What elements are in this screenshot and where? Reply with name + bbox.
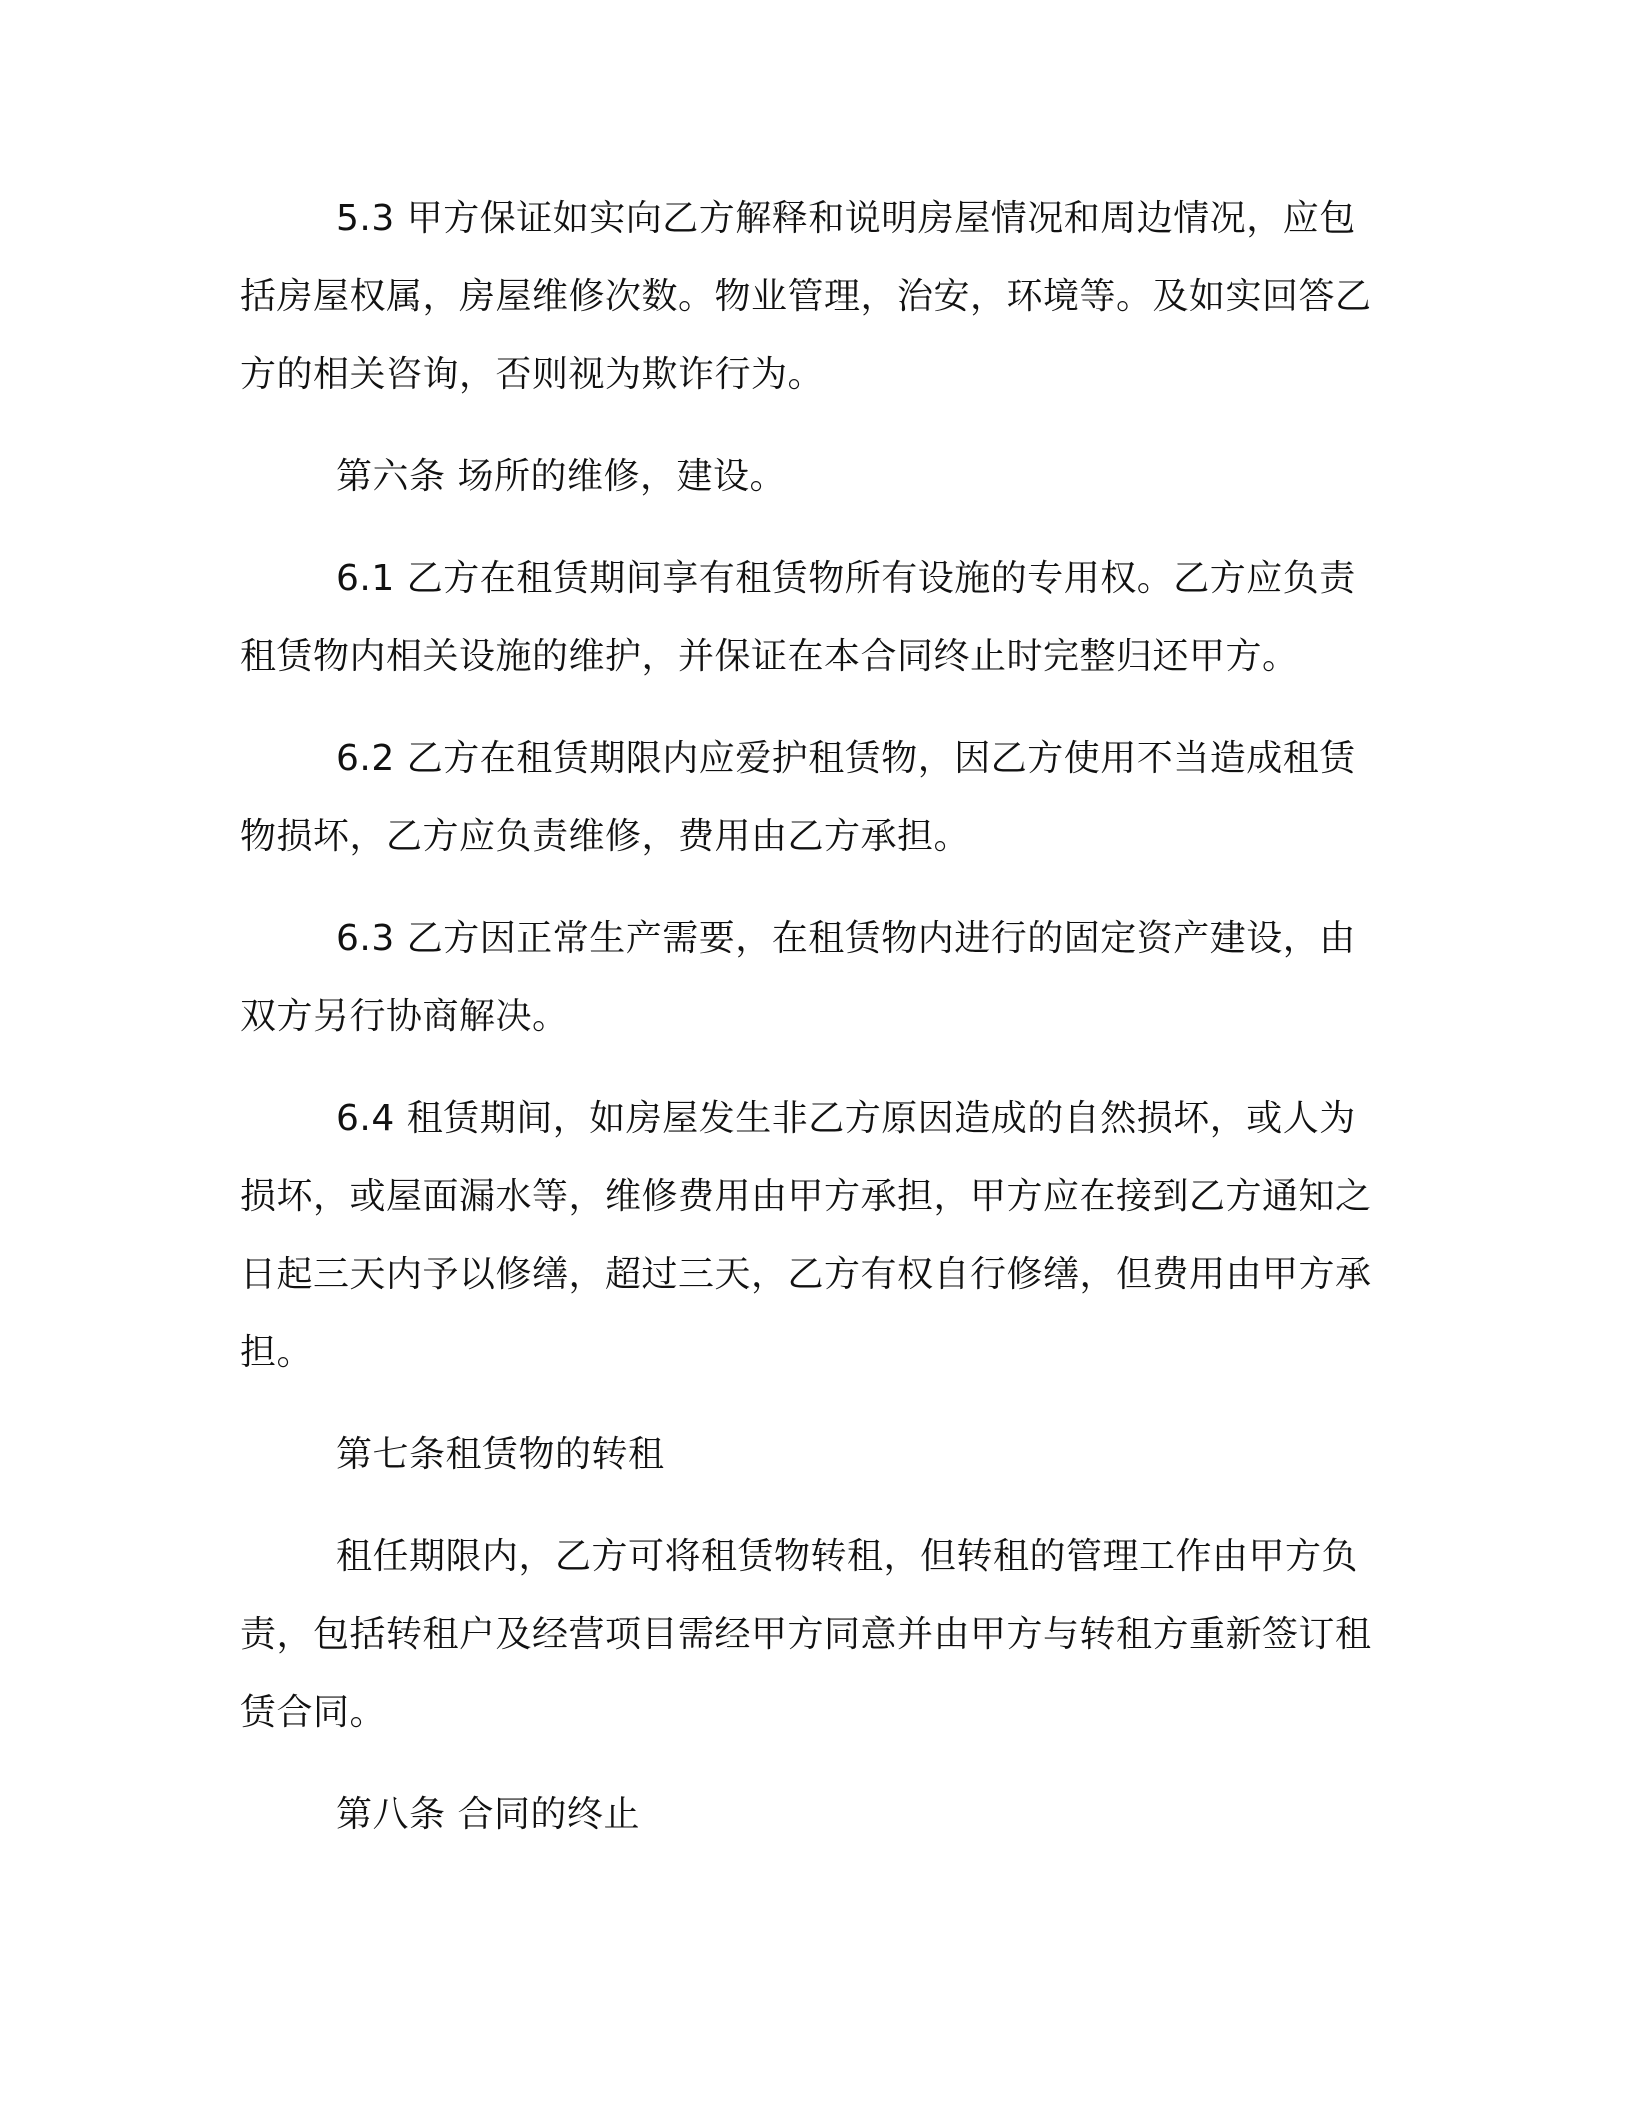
heading-article-6: 第六条 场所的维修，建设。: [336, 456, 786, 497]
heading-article-7: 第七条租赁物的转租: [336, 1434, 665, 1475]
paragraph-sublease: 租任期限内，乙方可将租赁物转租，但转租的管理工作由甲方负责，包括转租户及经营项目需经甲方同意并由甲方与转租方重新签订租赁合同。: [240, 1536, 1372, 1733]
heading-article-8: 第八条 合同的终止: [336, 1794, 640, 1835]
paragraph-6-1: 6.1 乙方在租赁期间享有租赁物所有设施的专用权。乙方应负责租赁物内相关设施的维护，并保证在本合同终止时完整归还甲方。: [240, 558, 1356, 677]
document-body: [240, 180, 1380, 1878]
paragraph-6-3: 6.3 乙方因正常生产需要，在租赁物内进行的固定资产建设，由双方另行协商解决。: [240, 918, 1356, 1037]
paragraph-6-4: 6.4 租赁期间，如房屋发生非乙方原因造成的自然损坏，或人为损坏，或屋面漏水等，维修费用由甲方承担，甲方应在接到乙方通知之日起三天内予以修缮，超过三天，乙方有权自行修缮，但费用由甲方承担。: [240, 1098, 1372, 1373]
paragraph-5-3: 5.3 甲方保证如实向乙方解释和说明房屋情况和周边情况，应包括房屋权属，房屋维修次数。物业管理，治安，环境等。及如实回答乙方的相关咨询，否则视为欺诈行为。: [240, 198, 1372, 395]
paragraph-6-2: 6.2 乙方在租赁期限内应爱护租赁物，因乙方使用不当造成租赁物损坏，乙方应负责维修，费用由乙方承担。: [240, 738, 1356, 857]
